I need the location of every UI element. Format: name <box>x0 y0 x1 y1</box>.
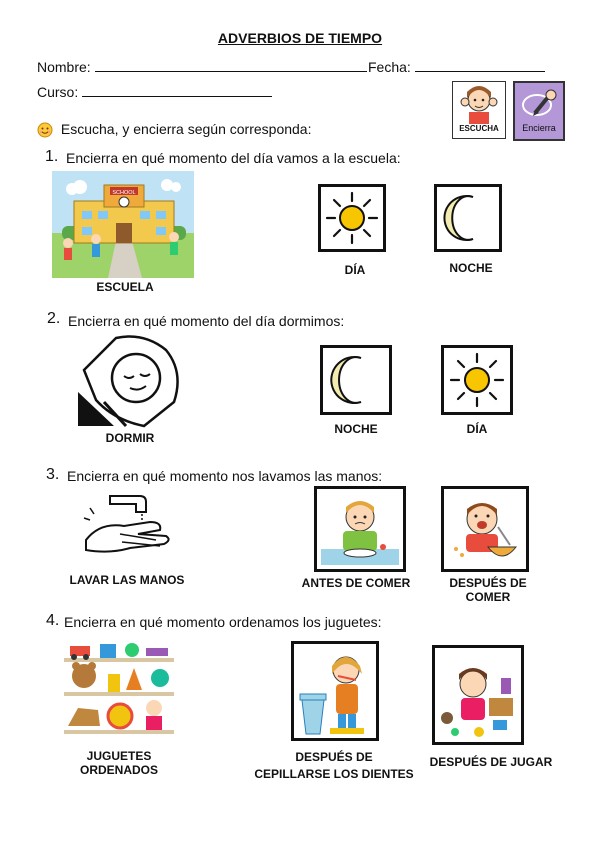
q4-text: Encierra en qué momento ordenamos los juguetes: <box>64 614 382 630</box>
q3-number: 3. <box>46 466 60 483</box>
date-line <box>368 59 545 75</box>
q2-option-b-card[interactable] <box>441 345 513 415</box>
girl-brushing-teeth-icon <box>294 644 376 738</box>
q1-option-a-label: DÍA <box>344 263 366 277</box>
q1-text: Encierra en qué momento del día vamos a la escuela: <box>66 150 401 166</box>
child-before-eating-icon <box>317 489 403 569</box>
q4-option-a-label-line1: DESPUÉS DE <box>295 750 373 764</box>
sun-icon <box>321 187 383 249</box>
q4-option-b-label: DESPUÉS DE JUGAR <box>429 755 553 769</box>
q2-text: Encierra en qué momento del día dormimos: <box>68 313 345 329</box>
listening-girl-icon <box>453 82 505 124</box>
q2-option-b-label: DÍA <box>466 422 488 436</box>
q4-option-a-label-line2: CEPILLARSE LOS DIENTES <box>254 767 414 781</box>
instruction-text: Escucha, y encierra según corresponda: <box>60 121 312 137</box>
date-field[interactable] <box>415 59 545 72</box>
q4-number: 4. <box>46 612 60 629</box>
date-label: Fecha: <box>368 59 411 75</box>
pencil-hand-icon <box>515 83 563 123</box>
sun-icon <box>444 348 510 412</box>
q4-option-b-card[interactable] <box>432 645 524 745</box>
circle-badge <box>513 81 565 141</box>
moon-icon <box>437 187 499 249</box>
listen-badge-label: ESCUCHA <box>459 124 499 133</box>
circle-badge-label: Encierra <box>522 123 556 133</box>
handwashing-image <box>80 492 175 564</box>
toy-shelves-image <box>64 638 174 738</box>
q2-context-label: DORMIR <box>105 431 155 445</box>
q3-option-a-label: ANTES DE COMER <box>301 576 411 590</box>
q3-option-a-card[interactable] <box>314 486 406 572</box>
q4-context-label: JUGUETES ORDENADOS <box>79 749 158 777</box>
smiley-icon <box>37 122 53 138</box>
course-label: Curso: <box>37 84 79 100</box>
q2-number: 2. <box>47 310 61 327</box>
name-label: Nombre: <box>37 59 91 75</box>
q3-text: Encierra en qué momento nos lavamos las manos: <box>67 468 383 484</box>
listen-badge <box>452 81 506 139</box>
q1-number: 1. <box>45 148 59 165</box>
q4-option-a-card[interactable] <box>291 641 379 741</box>
q3-context-label: LAVAR LAS MANOS <box>69 573 185 587</box>
name-field[interactable] <box>95 59 367 72</box>
school-sign: SCHOOL <box>112 190 136 196</box>
q2-option-a-card[interactable] <box>320 345 392 415</box>
q1-option-b-label: NOCHE <box>449 261 493 275</box>
child-eating-icon <box>444 489 526 569</box>
moon-icon <box>323 348 389 412</box>
course-field[interactable] <box>82 84 272 97</box>
q3-option-b-label: DESPUÉS DE COMER <box>449 576 527 604</box>
q1-option-a-card[interactable] <box>318 184 386 252</box>
course-line <box>37 84 272 100</box>
q1-option-b-card[interactable] <box>434 184 502 252</box>
girl-with-messy-toys-icon <box>435 648 521 742</box>
school-image <box>52 171 194 278</box>
q1-context-label: ESCUELA <box>96 280 154 294</box>
q3-option-b-card[interactable] <box>441 486 529 572</box>
name-line <box>37 59 367 75</box>
q2-option-a-label: NOCHE <box>334 422 378 436</box>
sleeping-image <box>74 330 184 430</box>
instruction-line <box>37 121 311 138</box>
page-title: ADVERBIOS DE TIEMPO <box>217 30 383 46</box>
